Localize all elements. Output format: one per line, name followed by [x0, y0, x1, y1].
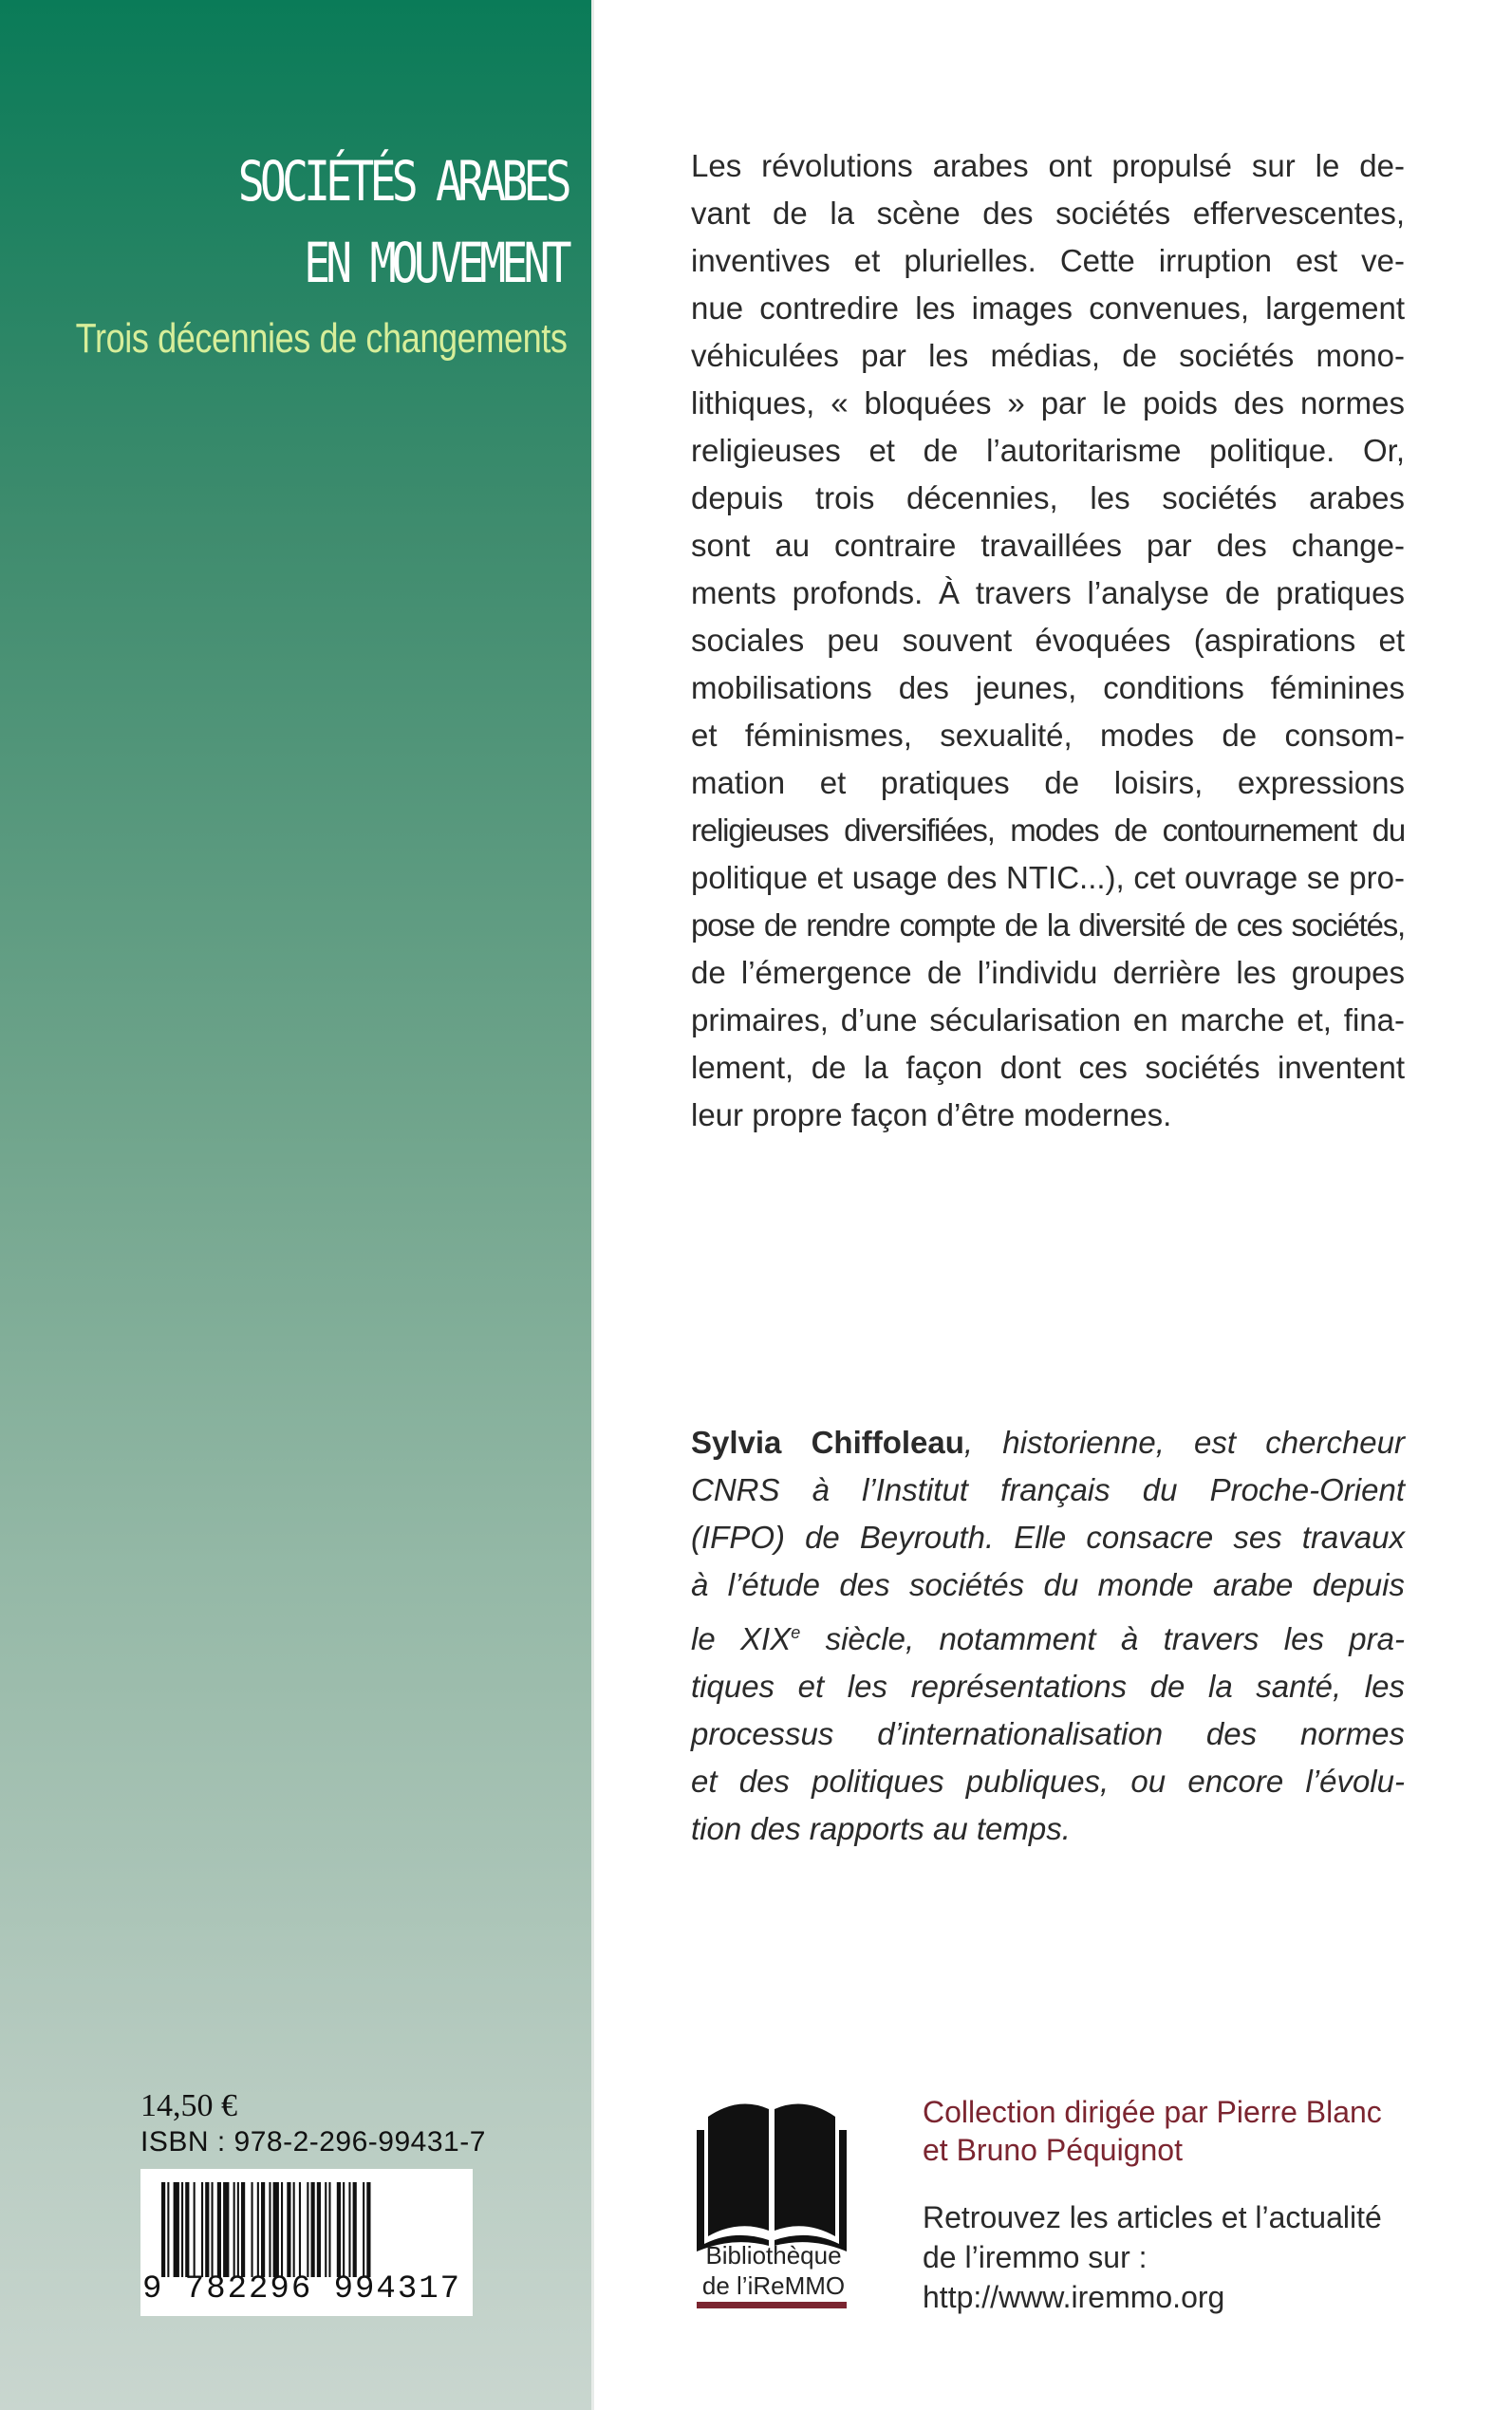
bio-line: à l’étude des sociétés du monde arabe depuis — [691, 1567, 1405, 1602]
barcode-bar — [167, 2182, 169, 2277]
barcode-bar — [194, 2182, 196, 2277]
barcode-bars — [161, 2182, 460, 2277]
bio-line: tiques et les représentations de la santé, les — [691, 1669, 1405, 1704]
description-line: lement, de la façon dont ces sociétés inventent — [691, 1050, 1405, 1085]
author-bio — [691, 1419, 1405, 1853]
barcode-bar — [269, 2182, 271, 2277]
barcode-bar — [287, 2182, 290, 2277]
bio-line: processus d’internationalisation des normes — [691, 1716, 1405, 1751]
description-line: religieuses diversifiées, modes de contournement du — [691, 813, 1405, 848]
website-url: http://www.iremmo.org — [923, 2280, 1225, 2314]
barcode-bar — [328, 2182, 330, 2277]
bio-line: CNRS à l’Institut français du Proche-Orient — [691, 1472, 1405, 1507]
bio-line-1-rest: , historienne, est chercheur — [963, 1425, 1406, 1460]
description-line: vant de la scène des sociétés effervescentes, — [691, 196, 1405, 231]
description-line: nue contredire les images convenues, largement — [691, 290, 1405, 326]
description-line: leur propre façon d’être modernes. — [691, 1097, 1172, 1132]
collection-credit — [923, 2093, 1382, 2169]
barcode-bar — [311, 2182, 315, 2277]
title-line-1: SOCIÉTÉS ARABES — [237, 149, 568, 214]
bio-line-5b: siècle, notamment à travers les pra- — [800, 1621, 1405, 1656]
barcode-bar — [185, 2182, 189, 2277]
barcode-bar — [161, 2182, 165, 2277]
barcode-bar — [363, 2182, 364, 2277]
author-name: Sylvia Chiffoleau — [691, 1425, 964, 1460]
description-line: primaires, d’une sécularisation en marche et, fina- — [691, 1002, 1405, 1037]
website-info — [923, 2197, 1382, 2317]
bio-line: et des politiques publiques, ou encore l’évolu- — [691, 1764, 1405, 1799]
website-line-2: de l’iremmo sur : — [923, 2240, 1148, 2274]
barcode-bar — [299, 2182, 301, 2277]
logo-label-line-2: de l’iReMMO — [701, 2271, 846, 2300]
barcode-bar — [366, 2182, 370, 2277]
barcode-bar — [241, 2182, 245, 2277]
barcode-bar — [223, 2182, 229, 2277]
barcode-bar — [337, 2182, 341, 2277]
barcode — [140, 2169, 473, 2316]
description-line: Les révolutions arabes ont propulsé sur le de- — [691, 148, 1405, 183]
description-line: ments profonds. À travers l’analyse de pratiques — [691, 575, 1405, 610]
bio-line — [691, 1419, 1405, 1467]
bio-line: (IFPO) de Beyrouth. Elle consacre ses travaux — [691, 1520, 1405, 1555]
description-line: de l’émergence de l’individu derrière les groupes — [691, 955, 1405, 990]
barcode-bar — [174, 2182, 179, 2277]
description-line: sociales peu souvent évoquées (aspirations et — [691, 623, 1405, 658]
collection-line-1: Collection dirigée par Pierre Blanc — [923, 2095, 1382, 2129]
description-line: lithiques, « bloquées » par le poids des normes — [691, 385, 1405, 420]
barcode-bar — [252, 2182, 253, 2277]
title-line-2: EN MOUVEMENT — [304, 231, 568, 295]
description-line: politique et usage des NTIC...), cet ouvrage se pro- — [691, 860, 1405, 895]
logo-label-line-1: Bibliothèque — [705, 2241, 842, 2270]
barcode-digits: 9 782296 994317 — [142, 2271, 462, 2307]
barcode-bar — [205, 2182, 209, 2277]
logo-label — [683, 2240, 864, 2301]
book-title — [238, 140, 568, 304]
barcode-bar — [293, 2182, 295, 2277]
description-line: religieuses et de l’autoritarisme politique. Or, — [691, 433, 1405, 468]
description-line: mobilisations des jeunes, conditions féminines — [691, 670, 1405, 705]
description-line: pose de rendre compte de la diversité de ces sociétés, — [691, 907, 1405, 943]
bio-line — [691, 1609, 1405, 1663]
barcode-bar — [281, 2182, 283, 2277]
barcode-bar — [201, 2182, 203, 2277]
description-line: et féminismes, sexualité, modes de consom- — [691, 718, 1405, 753]
website-line-1: Retrouvez les articles et l’actualité — [923, 2200, 1382, 2234]
barcode-bar — [317, 2182, 321, 2277]
barcode-bar — [212, 2182, 214, 2277]
barcode-bar — [325, 2182, 327, 2277]
barcode-bar — [343, 2182, 345, 2277]
barcode-bar — [353, 2182, 357, 2277]
price-label: 14,50 € — [140, 2088, 237, 2123]
barcode-bar — [257, 2182, 259, 2277]
barcode-bar — [348, 2182, 350, 2277]
bio-line-5a: le XIX — [691, 1621, 792, 1656]
barcode-bar — [237, 2182, 239, 2277]
book-subtitle: Trois décennies de changements — [76, 315, 568, 362]
barcode-bar — [261, 2182, 265, 2277]
description-line: depuis trois décennies, les sociétés arabes — [691, 480, 1405, 515]
barcode-bar — [273, 2182, 279, 2277]
barcode-bar — [217, 2182, 221, 2277]
superscript-e: e — [791, 1623, 801, 1642]
description-line: véhiculées par les médias, de sociétés mono- — [691, 338, 1405, 373]
spine-edge — [591, 0, 594, 2410]
collection-line-2: et Bruno Péquignot — [923, 2133, 1183, 2167]
barcode-bar — [181, 2182, 183, 2277]
description-line: sont au contraire travaillées par des change- — [691, 528, 1405, 563]
description-line: inventives et plurielles. Cette irruption est ve- — [691, 243, 1405, 278]
description-text — [691, 142, 1405, 1139]
barcode-bar — [307, 2182, 308, 2277]
description-line: mation et pratiques de loisirs, expressions — [691, 765, 1405, 800]
isbn-label: ISBN : 978-2-296-99431-7 — [140, 2126, 486, 2158]
bio-line: tion des rapports au temps. — [691, 1811, 1071, 1846]
barcode-bar — [233, 2182, 235, 2277]
